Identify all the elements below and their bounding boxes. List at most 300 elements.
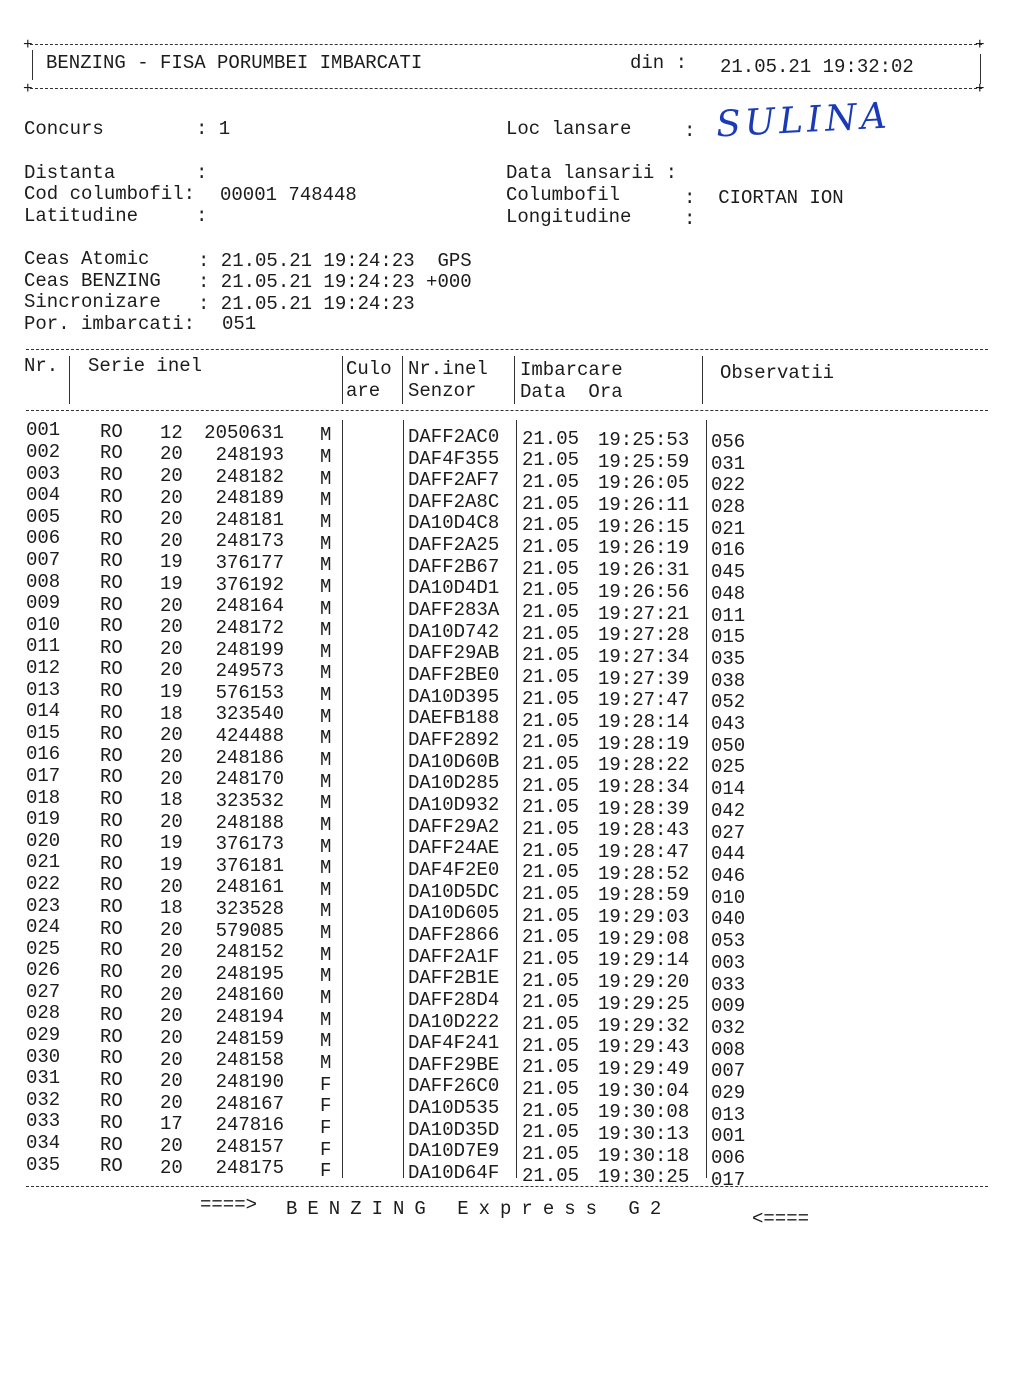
cell-observatii: 025 [711, 756, 746, 779]
cell-tara: RO [100, 442, 123, 465]
cell-nr: 011 [26, 635, 61, 658]
cell-ora: 19:27:34 [598, 645, 690, 668]
cell-ora: 19:27:21 [598, 602, 690, 625]
cell-ora: 19:29:20 [598, 971, 690, 994]
cell-data: 21.05 [522, 904, 580, 927]
cell-observatii: 014 [711, 778, 746, 801]
cell-observatii: 016 [711, 539, 746, 562]
cell-senzor: DAFF29A2 [408, 815, 500, 838]
cell-tara: RO [100, 896, 123, 918]
cell-observatii: 056 [711, 430, 746, 453]
cell-nr: 024 [26, 916, 61, 939]
cell-tara: RO [100, 658, 123, 681]
cell-observatii: 045 [711, 561, 746, 584]
cell-ora: 19:28:59 [598, 884, 690, 907]
cell-tara: RO [100, 1155, 123, 1178]
cell-nr: 001 [26, 419, 61, 442]
cell-an: 20 [160, 767, 183, 790]
cell-observatii: 050 [711, 734, 746, 757]
ceas-benzing-label: Ceas BENZING [24, 270, 161, 292]
cod-columbofil-label: Cod columbofil: [24, 183, 196, 205]
cell-sex: M [320, 878, 332, 901]
cell-sex: M [320, 727, 332, 750]
cell-data: 21.05 [522, 449, 580, 472]
cell-sex: M [320, 424, 332, 447]
cell-an: 20 [160, 983, 183, 1006]
ceas-atomic-label: Ceas Atomic [24, 248, 150, 270]
cell-an: 18 [160, 897, 183, 920]
cell-senzor: DAF4F2E0 [408, 858, 500, 881]
report-date-value: 21.05.21 19:32:02 [720, 56, 914, 78]
cell-an: 20 [160, 745, 183, 768]
cell-nr: 020 [26, 829, 61, 852]
cell-an: 20 [160, 659, 183, 682]
cell-senzor: DA10D60B [408, 750, 500, 773]
cell-serie: 247816 [215, 1114, 284, 1137]
cell-sex: F [320, 1138, 332, 1161]
cell-nr: 031 [26, 1067, 61, 1090]
cell-nr: 003 [26, 462, 61, 485]
cell-an: 12 [160, 421, 183, 444]
cell-observatii: 033 [711, 973, 746, 996]
cell-sex: M [320, 965, 332, 988]
cell-observatii: 029 [711, 1082, 746, 1104]
corner-mark: + [23, 36, 33, 54]
porumbei-imbarcati-label: Por. imbarcati: [24, 313, 196, 335]
cell-nr: 028 [26, 1002, 61, 1025]
cell-sex: M [320, 619, 332, 642]
cell-data: 21.05 [522, 926, 580, 949]
cell-observatii: 053 [711, 930, 746, 953]
cell-nr: 027 [26, 980, 61, 1003]
cell-sex: M [320, 446, 332, 468]
cell-data: 21.05 [522, 557, 580, 580]
cell-tara: RO [100, 874, 123, 897]
cell-nr: 025 [26, 937, 61, 960]
cell-ora: 19:26:56 [598, 580, 690, 603]
cell-tara: RO [100, 982, 123, 1005]
cell-serie: 248170 [215, 768, 284, 791]
cell-ora: 19:29:32 [598, 1014, 690, 1037]
cell-ora: 19:29:08 [598, 927, 690, 950]
cell-senzor: DAFF26C0 [408, 1075, 500, 1098]
cell-nr: 016 [26, 743, 61, 766]
cell-nr: 022 [26, 872, 61, 895]
corner-mark: + [975, 36, 985, 54]
loc-lansare-colon: : [684, 120, 696, 142]
footer-arrow-left: ====> [200, 1194, 258, 1216]
cell-sex: M [320, 857, 332, 880]
concurs-label: Concurs [24, 118, 104, 140]
cell-sex: M [320, 792, 332, 815]
cell-data: 21.05 [522, 947, 580, 970]
cell-ora: 19:30:25 [598, 1166, 690, 1189]
cell-serie: 323528 [215, 898, 284, 920]
cell-ora: 19:28:19 [598, 732, 690, 755]
cell-ora: 19:25:53 [598, 429, 690, 451]
cell-tara: RO [100, 485, 123, 508]
cell-an: 20 [160, 1048, 183, 1071]
cod-columbofil-value: 00001 748448 [220, 184, 357, 206]
cell-data: 21.05 [522, 492, 580, 515]
cell-ora: 19:28:43 [598, 819, 690, 842]
report-date-label: din : [630, 52, 688, 74]
cell-ora: 19:26:31 [598, 559, 690, 582]
cell-tara: RO [100, 766, 123, 789]
header-culoare-2: are [346, 380, 381, 402]
cell-tara: RO [100, 960, 123, 983]
cell-data: 21.05 [522, 882, 580, 905]
cell-senzor: DA10D742 [408, 620, 500, 643]
cell-an: 20 [160, 1026, 183, 1049]
cell-serie: 248157 [215, 1135, 284, 1158]
cell-senzor: DA10D285 [408, 772, 500, 795]
cell-ora: 19:26:19 [598, 537, 690, 560]
cell-an: 20 [160, 875, 183, 898]
cell-tara: RO [100, 550, 123, 573]
cell-senzor: DAF4F355 [408, 447, 500, 470]
title-box-top-rule [30, 44, 982, 45]
title-box-left-rule [32, 50, 33, 80]
cell-an: 19 [160, 573, 183, 595]
table-top-rule [26, 349, 988, 350]
cell-nr: 004 [26, 484, 61, 507]
cell-observatii: 032 [711, 1016, 746, 1039]
cell-an: 20 [160, 962, 183, 984]
concurs-value: : 1 [196, 118, 231, 140]
cell-serie: 248161 [215, 876, 284, 899]
cell-senzor: DAFF2AC0 [408, 425, 500, 448]
cell-data: 21.05 [522, 774, 580, 797]
cell-observatii: 040 [711, 908, 746, 931]
cell-nr: 009 [26, 592, 61, 615]
cell-tara: RO [100, 744, 123, 767]
cell-senzor: DA10D535 [408, 1097, 500, 1120]
footer-arrow-right: <==== [752, 1208, 810, 1230]
cell-sex: M [320, 510, 332, 533]
cell-observatii: 010 [711, 886, 746, 909]
cell-observatii: 028 [711, 496, 746, 518]
cell-serie: 323540 [215, 703, 284, 726]
cell-nr: 015 [26, 721, 61, 744]
cell-ora: 19:28:14 [598, 710, 690, 733]
cell-sex: M [320, 987, 332, 1009]
cell-observatii: 035 [711, 647, 746, 670]
cell-data: 21.05 [522, 471, 580, 493]
header-nr: Nr. [24, 355, 59, 377]
distanta-value: : [196, 162, 208, 184]
cell-serie: 248195 [215, 962, 284, 985]
cell-senzor: DA10D222 [408, 1010, 500, 1033]
cell-observatii: 013 [711, 1103, 746, 1126]
cell-serie: 376177 [215, 552, 284, 574]
cell-tara: RO [100, 1112, 123, 1134]
cell-ora: 19:30:04 [598, 1079, 690, 1102]
cell-data: 21.05 [522, 731, 580, 754]
cell-tara: RO [100, 571, 123, 594]
cell-senzor: DAFF2AF7 [408, 469, 500, 492]
cell-observatii: 006 [711, 1147, 746, 1170]
cell-nr: 030 [26, 1045, 61, 1068]
cell-tara: RO [100, 636, 123, 659]
cell-tara: RO [100, 701, 123, 724]
header-culoare-1: Culo [346, 358, 392, 380]
cell-an: 19 [160, 854, 183, 876]
cell-ora: 19:27:39 [598, 667, 690, 690]
cell-data: 21.05 [522, 1034, 580, 1057]
cell-an: 20 [160, 594, 183, 617]
cell-data: 21.05 [522, 839, 580, 862]
cell-ora: 19:26:05 [598, 472, 690, 495]
cell-tara: RO [100, 1068, 123, 1091]
cell-ora: 19:28:22 [598, 754, 690, 777]
cell-nr: 019 [26, 808, 61, 831]
cell-tara: RO [100, 420, 123, 443]
cell-tara: RO [100, 1047, 123, 1070]
cell-ora: 19:30:08 [598, 1101, 690, 1124]
cell-data: 21.05 [522, 1121, 580, 1144]
cell-an: 20 [160, 508, 183, 531]
column-divider [514, 356, 515, 404]
data-lansarii-label: Data lansarii : [506, 162, 678, 184]
cell-serie: 248164 [215, 595, 284, 618]
cell-ora: 19:29:25 [598, 992, 690, 1015]
cell-an: 20 [160, 443, 183, 466]
cell-senzor: DAEFB188 [408, 707, 500, 730]
cell-data: 21.05 [522, 687, 580, 710]
cell-tara: RO [100, 528, 123, 551]
table-header-rule [26, 410, 988, 411]
header-imbarcare: Imbarcare [520, 359, 623, 381]
cell-observatii: 022 [711, 474, 746, 497]
header-serie-inel: Serie inel [88, 355, 203, 377]
cell-observatii: 027 [711, 821, 746, 844]
cell-observatii: 052 [711, 691, 746, 714]
cell-data: 21.05 [522, 1056, 580, 1079]
cell-serie: 248181 [215, 508, 284, 531]
cell-sex: M [320, 532, 332, 555]
cell-sex: M [320, 748, 332, 771]
cell-sex: F [320, 1073, 332, 1096]
cell-tara: RO [100, 679, 123, 702]
distanta-label: Distanta [24, 162, 116, 184]
corner-mark: + [23, 80, 33, 98]
column-divider [342, 420, 343, 1178]
cell-serie: 248160 [215, 984, 284, 1007]
cell-an: 19 [160, 681, 183, 703]
cell-ora: 19:28:47 [598, 841, 690, 863]
cell-nr: 012 [26, 657, 61, 679]
cell-an: 20 [160, 1070, 183, 1093]
cell-serie: 376192 [215, 573, 284, 596]
cell-data: 21.05 [522, 1012, 580, 1035]
cell-sex: M [320, 597, 332, 620]
cell-observatii: 017 [711, 1168, 746, 1191]
cell-tara: RO [100, 507, 123, 530]
cell-data: 21.05 [522, 579, 580, 602]
cell-sex: M [320, 922, 332, 945]
cell-nr: 010 [26, 613, 61, 636]
cell-tara: RO [100, 463, 123, 486]
cell-nr: 032 [26, 1088, 61, 1111]
cell-sex: M [320, 554, 332, 577]
cell-senzor: DAFF2866 [408, 923, 500, 946]
cell-tara: RO [100, 723, 123, 746]
corner-mark: + [975, 80, 985, 98]
header-data-ora: Data Ora [520, 381, 623, 403]
cell-senzor: DA10D395 [408, 685, 500, 708]
cell-an: 19 [160, 832, 183, 855]
cell-data: 21.05 [522, 969, 580, 992]
cell-sex: M [320, 813, 332, 836]
cell-senzor: DA10D7E9 [408, 1140, 500, 1163]
cell-senzor: DAFF24AE [408, 837, 500, 860]
cell-an: 20 [160, 616, 183, 639]
cell-serie: 249573 [215, 660, 284, 683]
cell-an: 20 [160, 464, 183, 487]
cell-an: 19 [160, 551, 183, 574]
cell-senzor: DAFF2B67 [408, 555, 500, 578]
cell-data: 21.05 [522, 622, 580, 645]
cell-serie: 248182 [215, 465, 284, 488]
cell-ora: 19:29:49 [598, 1057, 690, 1080]
cell-sex: F [320, 1095, 332, 1118]
cell-serie: 248159 [215, 1027, 284, 1050]
cell-sex: M [320, 575, 332, 598]
cell-senzor: DAFF2BE0 [408, 664, 500, 686]
cell-an: 20 [160, 486, 183, 509]
cell-sex: F [320, 1116, 332, 1139]
header-senzor: Senzor [408, 380, 477, 402]
cell-data: 21.05 [522, 861, 580, 884]
cell-nr: 026 [26, 959, 61, 982]
cell-senzor: DA10D932 [408, 793, 500, 816]
cell-data: 21.05 [522, 991, 580, 1014]
cell-an: 17 [160, 1113, 183, 1136]
cell-sex: M [320, 640, 332, 663]
cell-observatii: 038 [711, 669, 746, 692]
cell-nr: 017 [26, 764, 61, 787]
cell-senzor: DA10D64F [408, 1162, 500, 1185]
cell-nr: 018 [26, 786, 61, 809]
cell-tara: RO [100, 593, 123, 616]
cell-an: 20 [160, 724, 183, 747]
cell-ora: 19:29:03 [598, 906, 690, 929]
cell-senzor: DAFF2A1F [408, 945, 500, 968]
cell-an: 20 [160, 1156, 183, 1179]
loc-lansare-handwritten: SULINA [715, 95, 892, 146]
cell-data: 21.05 [522, 709, 580, 732]
column-divider [702, 356, 703, 404]
cell-sex: M [320, 489, 332, 512]
cell-observatii: 031 [711, 452, 746, 475]
cell-senzor: DAFF2892 [408, 729, 500, 751]
cell-serie: 248167 [215, 1092, 284, 1115]
cell-senzor: DAFF2A25 [408, 534, 500, 557]
cell-sex: M [320, 467, 332, 490]
cell-sex: M [320, 943, 332, 966]
cell-an: 20 [160, 637, 183, 660]
cell-nr: 005 [26, 505, 61, 528]
cell-observatii: 046 [711, 864, 746, 887]
ceas-benzing-value: : 21.05.21 19:24:23 +000 [198, 271, 472, 293]
cell-nr: 034 [26, 1132, 61, 1154]
cell-tara: RO [100, 1090, 123, 1113]
cell-nr: 007 [26, 549, 61, 571]
cell-observatii: 021 [711, 517, 746, 540]
latitudine-value: : [196, 205, 208, 227]
cell-sex: M [320, 1008, 332, 1031]
cell-data: 21.05 [522, 514, 580, 537]
cell-serie: 2050631 [204, 422, 284, 445]
cell-senzor: DA10D4D1 [408, 577, 500, 600]
cell-ora: 19:25:59 [598, 450, 690, 473]
cell-data: 21.05 [522, 1099, 580, 1122]
cell-senzor: DA10D35D [408, 1118, 500, 1141]
column-divider [69, 356, 70, 404]
cell-data: 21.05 [522, 752, 580, 775]
cell-ora: 19:26:11 [598, 494, 690, 516]
latitudine-label: Latitudine [24, 205, 139, 227]
porumbei-imbarcati-value: 051 [222, 313, 257, 335]
cell-data: 21.05 [522, 427, 580, 450]
cell-serie: 248199 [215, 638, 284, 661]
cell-observatii: 015 [711, 626, 746, 649]
sincronizare-label: Sincronizare [24, 291, 161, 313]
cell-serie: 576153 [215, 681, 284, 704]
cell-data: 21.05 [522, 601, 580, 624]
cell-data: 21.05 [522, 666, 580, 689]
table-bottom-rule [26, 1186, 988, 1187]
loc-lansare-label: Loc lansare [506, 118, 632, 140]
cell-senzor: DAF4F241 [408, 1032, 500, 1055]
cell-data: 21.05 [522, 1077, 580, 1100]
cell-nr: 033 [26, 1110, 61, 1133]
cell-ora: 19:30:18 [598, 1144, 690, 1167]
cell-sex: M [320, 900, 332, 923]
cell-ora: 19:27:28 [598, 624, 690, 647]
cell-observatii: 008 [711, 1038, 746, 1061]
cell-an: 20 [160, 1134, 183, 1157]
column-divider [706, 420, 707, 1178]
cell-data: 21.05 [522, 796, 580, 819]
cell-data: 21.05 [522, 1142, 580, 1165]
sincronizare-value: : 21.05.21 19:24:23 [198, 293, 415, 315]
cell-observatii: 042 [711, 799, 746, 822]
cell-ora: 19:26:15 [598, 515, 690, 538]
cell-nr: 006 [26, 527, 61, 550]
cell-nr: 035 [26, 1153, 61, 1176]
header-nr-inel: Nr.inel [408, 358, 488, 380]
cell-an: 20 [160, 1005, 183, 1028]
cell-observatii: 003 [711, 951, 746, 974]
cell-an: 20 [160, 1091, 183, 1114]
cell-nr: 013 [26, 678, 61, 701]
cell-observatii: 048 [711, 582, 746, 605]
cell-senzor: DA10D605 [408, 902, 500, 925]
cell-sex: M [320, 684, 332, 706]
column-divider [403, 420, 404, 1178]
ceas-atomic-value: : 21.05.21 19:24:23 GPS [198, 250, 472, 272]
cell-data: 21.05 [522, 536, 580, 559]
cell-senzor: DAFF283A [408, 599, 500, 621]
cell-serie: 248172 [215, 616, 284, 639]
cell-tara: RO [100, 831, 123, 854]
cell-senzor: DAFF29BE [408, 1053, 500, 1076]
cell-sex: M [320, 835, 332, 858]
cell-serie: 248186 [215, 746, 284, 769]
cell-tara: RO [100, 615, 123, 638]
